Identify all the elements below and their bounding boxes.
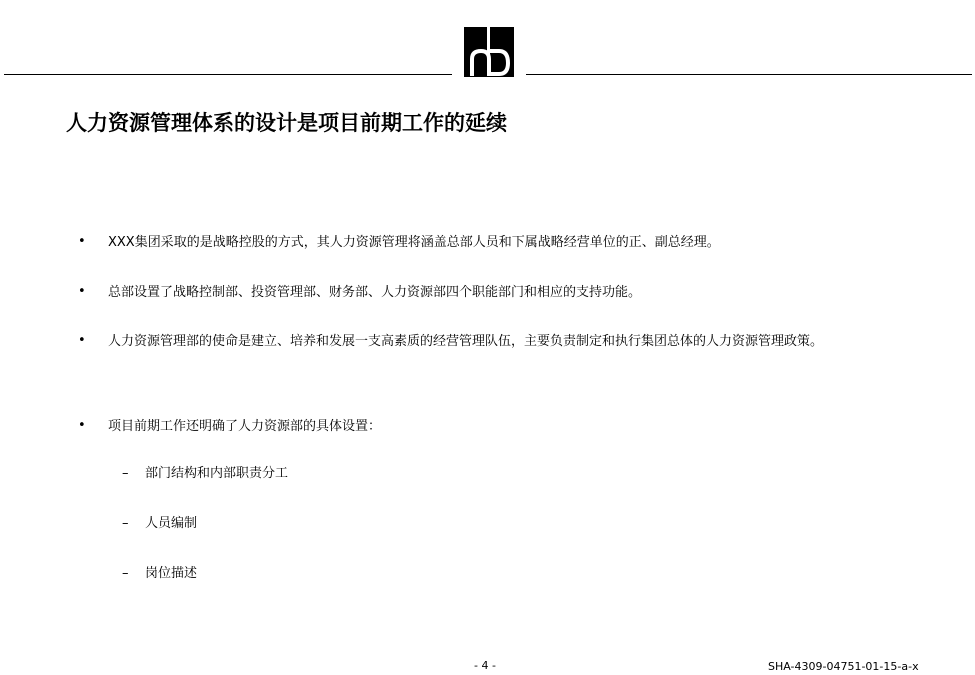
page-number: - 4 - <box>474 659 496 672</box>
sub-bullet-marker: – <box>122 516 129 531</box>
bullet-text: XXX集团采取的是战略控股的方式，其人力资源管理将涵盖总部人员和下属战略经营单位的正、副总经理。 <box>108 235 720 250</box>
sub-item-text: 岗位描述 <box>145 566 198 581</box>
sub-item-text: 人员编制 <box>145 516 198 531</box>
page-title: 人力资源管理体系的设计是项目前期工作的延续 <box>66 111 507 135</box>
company-logo <box>464 27 514 77</box>
bullet-text: 项目前期工作还明确了人力资源部的具体设置： <box>108 419 382 434</box>
bullet-text: 总部设置了战略控制部、投资管理部、财务部、人力资源部四个职能部门和相应的支持功能。 <box>108 285 642 300</box>
sub-item-text: 部门结构和内部职责分工 <box>145 466 289 481</box>
bullet-marker: • <box>78 418 86 433</box>
header-rule-right <box>526 74 972 75</box>
sub-bullet-marker: – <box>122 566 129 581</box>
bullet-marker: • <box>78 333 86 348</box>
bullet-marker: • <box>78 234 86 249</box>
bullet-marker: • <box>78 284 86 299</box>
document-code: SHA-4309-04751-01-15-a-x <box>768 660 919 673</box>
sub-bullet-marker: – <box>122 466 129 481</box>
header-rule-left <box>4 74 452 75</box>
bullet-text: 人力资源管理部的使命是建立、培养和发展一支高素质的经营管理队伍，主要负责制定和执行集团总体的人力资源管理政策。 <box>108 334 824 349</box>
